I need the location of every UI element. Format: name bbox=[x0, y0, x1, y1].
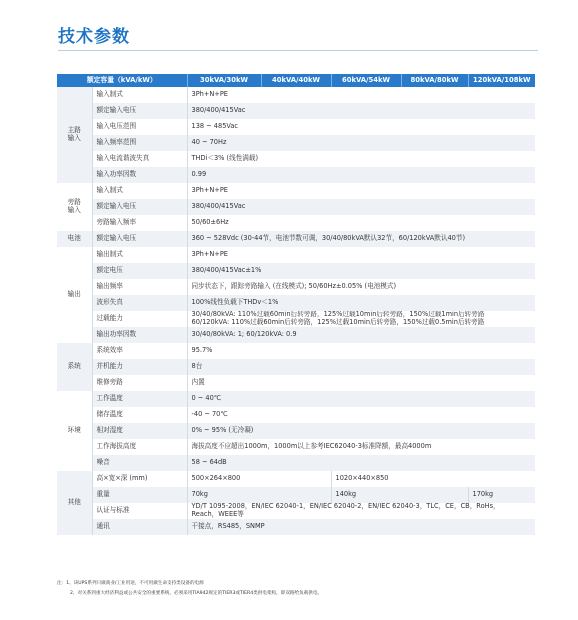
param-label: 额定输入电压 bbox=[92, 103, 187, 119]
table-row bbox=[57, 199, 535, 215]
table-row bbox=[57, 487, 535, 503]
param-value: 3Ph+N+PE bbox=[187, 247, 535, 263]
footnote-2: 2、对关系到重大经济利益或公共安全的重要系统，必须采用TIA942规定的TIER3或TIER4类供电架构，即双路给负载供电。 bbox=[70, 591, 323, 596]
param-label: 输入电压范围 bbox=[92, 119, 187, 135]
param-label: 输出制式 bbox=[92, 247, 187, 263]
param-value: 380/400/415Vac bbox=[187, 103, 535, 119]
param-label: 额定输入电压 bbox=[92, 231, 187, 247]
param-value: 70kg bbox=[187, 487, 331, 503]
param-value: 0% ~ 95% (无冷凝) bbox=[187, 423, 535, 439]
param-label: 输入电流谐波失真 bbox=[92, 151, 187, 167]
param-value: 58 ~ 64dB bbox=[187, 455, 535, 471]
param-value: 同步状态下，跟踪旁路输入 (在线模式); 50/60Hz±0.05% (电池模式) bbox=[187, 279, 535, 295]
param-value: 海拔高度不应超出1000m，1000m以上参考IEC62040-3标准降额，最高4000m bbox=[187, 439, 535, 455]
param-label: 输入频率范围 bbox=[92, 135, 187, 151]
table-row bbox=[57, 103, 535, 119]
table-row bbox=[57, 151, 535, 167]
table-row bbox=[57, 391, 535, 407]
group-main-input: 主路 输入 bbox=[57, 87, 92, 183]
param-value: 1020×440×850 bbox=[331, 471, 535, 487]
footnote-1: 注：1、该UPS系列只做商业/工业用途，不可用做生命支持类设备的电源 bbox=[57, 581, 204, 586]
table-row bbox=[57, 247, 535, 263]
header-60kva: 60kVA/54kW bbox=[331, 74, 401, 87]
table-row bbox=[57, 407, 535, 423]
table-row bbox=[57, 183, 535, 199]
param-label: 工作温度 bbox=[92, 391, 187, 407]
param-label: 通讯 bbox=[92, 519, 187, 535]
table-row bbox=[57, 215, 535, 231]
table-row bbox=[57, 519, 535, 535]
param-value: 0 ~ 40℃ bbox=[187, 391, 535, 407]
table-row bbox=[57, 343, 535, 359]
header-capacity: 额定容量（kVA/kW） bbox=[57, 74, 187, 87]
param-value: 170kg bbox=[468, 487, 535, 503]
param-label: 输出功率因数 bbox=[92, 327, 187, 343]
table-row bbox=[57, 295, 535, 311]
param-value: 8台 bbox=[187, 359, 535, 375]
param-value: 380/400/415Vac±1% bbox=[187, 263, 535, 279]
param-value: 140kg bbox=[331, 487, 468, 503]
param-label: 输出频率 bbox=[92, 279, 187, 295]
param-value: THDi＜3% (线性满载) bbox=[187, 151, 535, 167]
certification-line-1: YD/T 1095-2008，EN/IEC 62040-1，EN/IEC 62040-2，EN/IEC 62040-3，TLC，CE，CB，RoHs， bbox=[191, 503, 500, 511]
param-label: 相对湿度 bbox=[92, 423, 187, 439]
param-value: 0.99 bbox=[187, 167, 535, 183]
param-label: 维修旁路 bbox=[92, 375, 187, 391]
param-value: 干接点，RS485，SNMP bbox=[187, 519, 535, 535]
param-label: 旁路输入频率 bbox=[92, 215, 187, 231]
table-row bbox=[57, 359, 535, 375]
table-row bbox=[57, 231, 535, 247]
group-environment: 环境 bbox=[57, 391, 92, 471]
table-row bbox=[57, 135, 535, 151]
param-value: 360 ~ 528Vdc (30-44节，电池节数可调，30/40/80kVA默认32节，60/120kVA默认40节) bbox=[187, 231, 535, 247]
param-label: 储存温度 bbox=[92, 407, 187, 423]
table-row bbox=[57, 439, 535, 455]
param-value: 3Ph+N+PE bbox=[187, 183, 535, 199]
table-row bbox=[57, 455, 535, 471]
table-row bbox=[57, 327, 535, 343]
table-row bbox=[57, 471, 535, 487]
header-80kva: 80kVA/80kW bbox=[401, 74, 468, 87]
param-value: 100%线性负载下THDv＜1% bbox=[187, 295, 535, 311]
param-label: 噪音 bbox=[92, 455, 187, 471]
table-row bbox=[57, 263, 535, 279]
param-value: 内置 bbox=[187, 375, 535, 391]
param-value-overload bbox=[187, 311, 535, 327]
param-label: 重量 bbox=[92, 487, 187, 503]
page-title: 技术参数 bbox=[58, 27, 130, 47]
table-row bbox=[57, 423, 535, 439]
overload-line-2: 60/120kVA: 110%过载60min后转旁路，125%过载10min后转旁路，150%过载0.5min后转旁路 bbox=[191, 318, 485, 326]
param-label: 并机能力 bbox=[92, 359, 187, 375]
header-40kva: 40kVA/40kW bbox=[261, 74, 331, 87]
header-30kva: 30kVA/30kW bbox=[187, 74, 261, 87]
param-label: 系统效率 bbox=[92, 343, 187, 359]
param-label: 认证与标准 bbox=[92, 503, 187, 519]
param-label: 额定输入电压 bbox=[92, 199, 187, 215]
certification-line-2: Reach，WEEE等 bbox=[191, 510, 244, 518]
table-header-row bbox=[57, 74, 535, 87]
param-label: 输入制式 bbox=[92, 87, 187, 103]
param-value: 40 ~ 70Hz bbox=[187, 135, 535, 151]
header-120kva: 120kVA/108kW bbox=[468, 74, 535, 87]
param-label: 额定电压 bbox=[92, 263, 187, 279]
param-value: 138 ~ 485Vac bbox=[187, 119, 535, 135]
table-row bbox=[57, 375, 535, 391]
param-value: 500×264×800 bbox=[187, 471, 331, 487]
table-row bbox=[57, 311, 535, 327]
param-value: 30/40/80kVA: 1; 60/120kVA: 0.9 bbox=[187, 327, 535, 343]
group-output: 输出 bbox=[57, 247, 92, 343]
spec-table bbox=[57, 74, 535, 535]
table-row bbox=[57, 119, 535, 135]
table-row bbox=[57, 87, 535, 103]
param-label: 工作海拔高度 bbox=[92, 439, 187, 455]
param-value: 3Ph+N+PE bbox=[187, 87, 535, 103]
footnotes bbox=[57, 579, 322, 599]
table-row bbox=[57, 503, 535, 519]
group-bypass-input: 旁路 输入 bbox=[57, 183, 92, 231]
title-divider bbox=[58, 50, 538, 51]
param-label: 高×宽×深 (mm) bbox=[92, 471, 187, 487]
param-value: 380/400/415Vac bbox=[187, 199, 535, 215]
table-row bbox=[57, 167, 535, 183]
param-value: -40 ~ 70℃ bbox=[187, 407, 535, 423]
group-other: 其他 bbox=[57, 471, 92, 535]
param-label: 输入功率因数 bbox=[92, 167, 187, 183]
overload-line-1: 30/40/80kVA: 110%过载60min后转旁路，125%过载10min后转旁路，150%过载1min后转旁路 bbox=[191, 311, 485, 319]
param-label: 波形失真 bbox=[92, 295, 187, 311]
param-value: 50/60±6Hz bbox=[187, 215, 535, 231]
group-system: 系统 bbox=[57, 343, 92, 391]
param-value: 95.7% bbox=[187, 343, 535, 359]
group-battery: 电池 bbox=[57, 231, 92, 247]
param-label: 输入制式 bbox=[92, 183, 187, 199]
param-label: 过载能力 bbox=[92, 311, 187, 327]
param-value-certification bbox=[187, 503, 535, 519]
table-row bbox=[57, 279, 535, 295]
